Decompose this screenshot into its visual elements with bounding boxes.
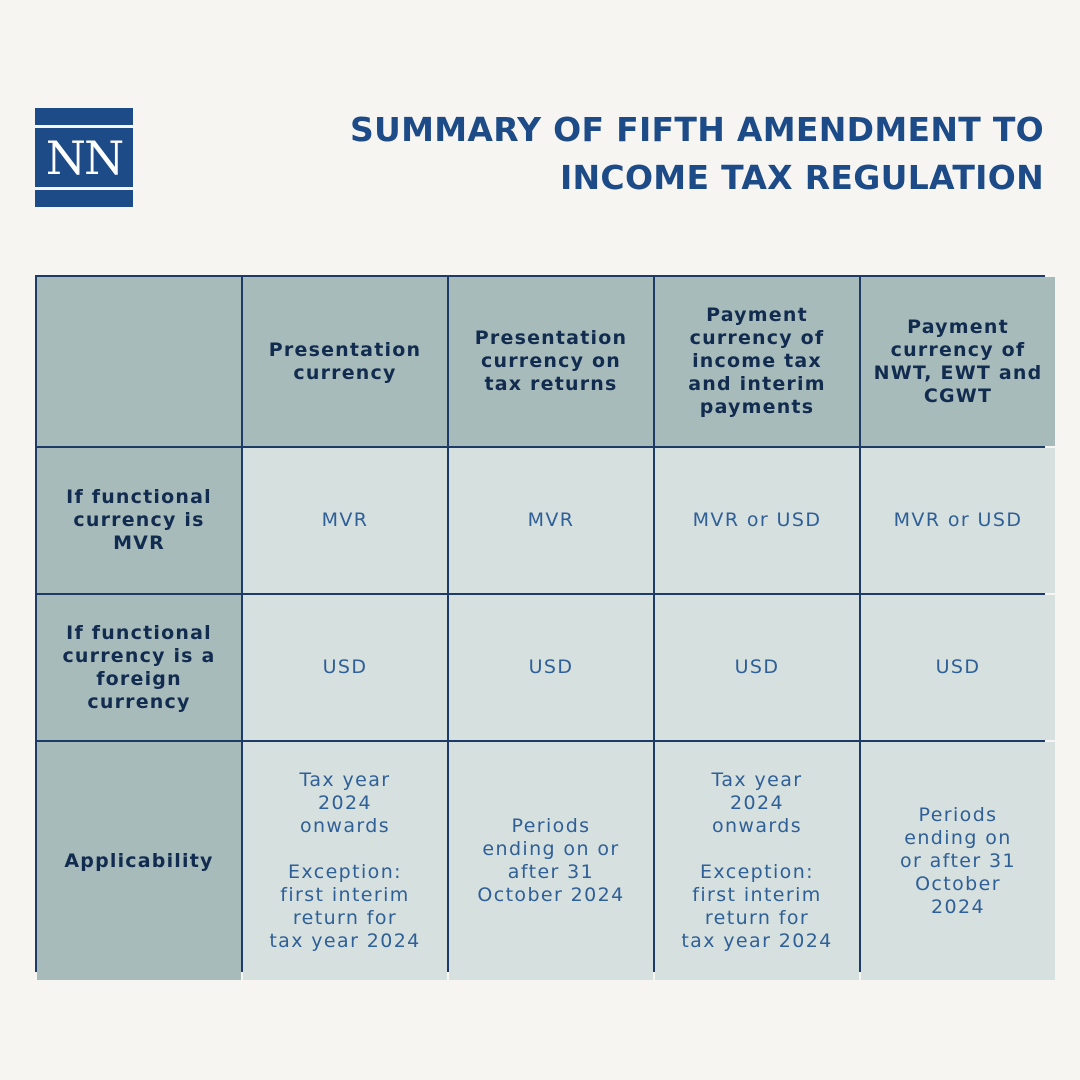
logo-bottom-rule — [35, 187, 133, 190]
table-cell: USD — [861, 595, 1055, 740]
logo-top-rule — [35, 125, 133, 128]
table-cell: Periods ending on or after 31 October 2024 — [449, 742, 653, 980]
column-header-presentation-currency-tax-returns: Presentation currency on tax returns — [449, 277, 653, 446]
row-header-functional-mvr: If functional currency is MVR — [37, 448, 241, 593]
summary-table — [35, 275, 1045, 972]
table-cell: MVR or USD — [861, 448, 1055, 593]
table-cell: Tax year 2024 onwards Exception: first interim return for tax year 2024 — [655, 742, 859, 980]
logo-mark: NN — [45, 131, 123, 185]
table-cell: Tax year 2024 onwards Exception: first interim return for tax year 2024 — [243, 742, 447, 980]
column-header-payment-currency-nwt-ewt-cgwt: Payment currency of NWT, EWT and CGWT — [861, 277, 1055, 446]
table-corner-cell — [37, 277, 241, 446]
table-cell: MVR or USD — [655, 448, 859, 593]
column-header-presentation-currency: Presentation currency — [243, 277, 447, 446]
table-cell: MVR — [243, 448, 447, 593]
table-cell: USD — [449, 595, 653, 740]
table-cell: USD — [655, 595, 859, 740]
row-header-applicability: Applicability — [37, 742, 241, 980]
page-title-line-2: INCOME TAX REGULATION — [559, 158, 1044, 197]
column-header-payment-currency-income-tax: Payment currency of income tax and interim payments — [655, 277, 859, 446]
table-cell: MVR — [449, 448, 653, 593]
row-header-functional-foreign: If functional currency is a foreign currency — [37, 595, 241, 740]
page-title-line-1: SUMMARY OF FIFTH AMENDMENT TO — [349, 110, 1044, 149]
page-title — [284, 106, 1044, 202]
table-cell: USD — [243, 595, 447, 740]
logo — [35, 108, 133, 207]
table-cell: Periods ending on or after 31 October 2024 — [861, 742, 1055, 980]
